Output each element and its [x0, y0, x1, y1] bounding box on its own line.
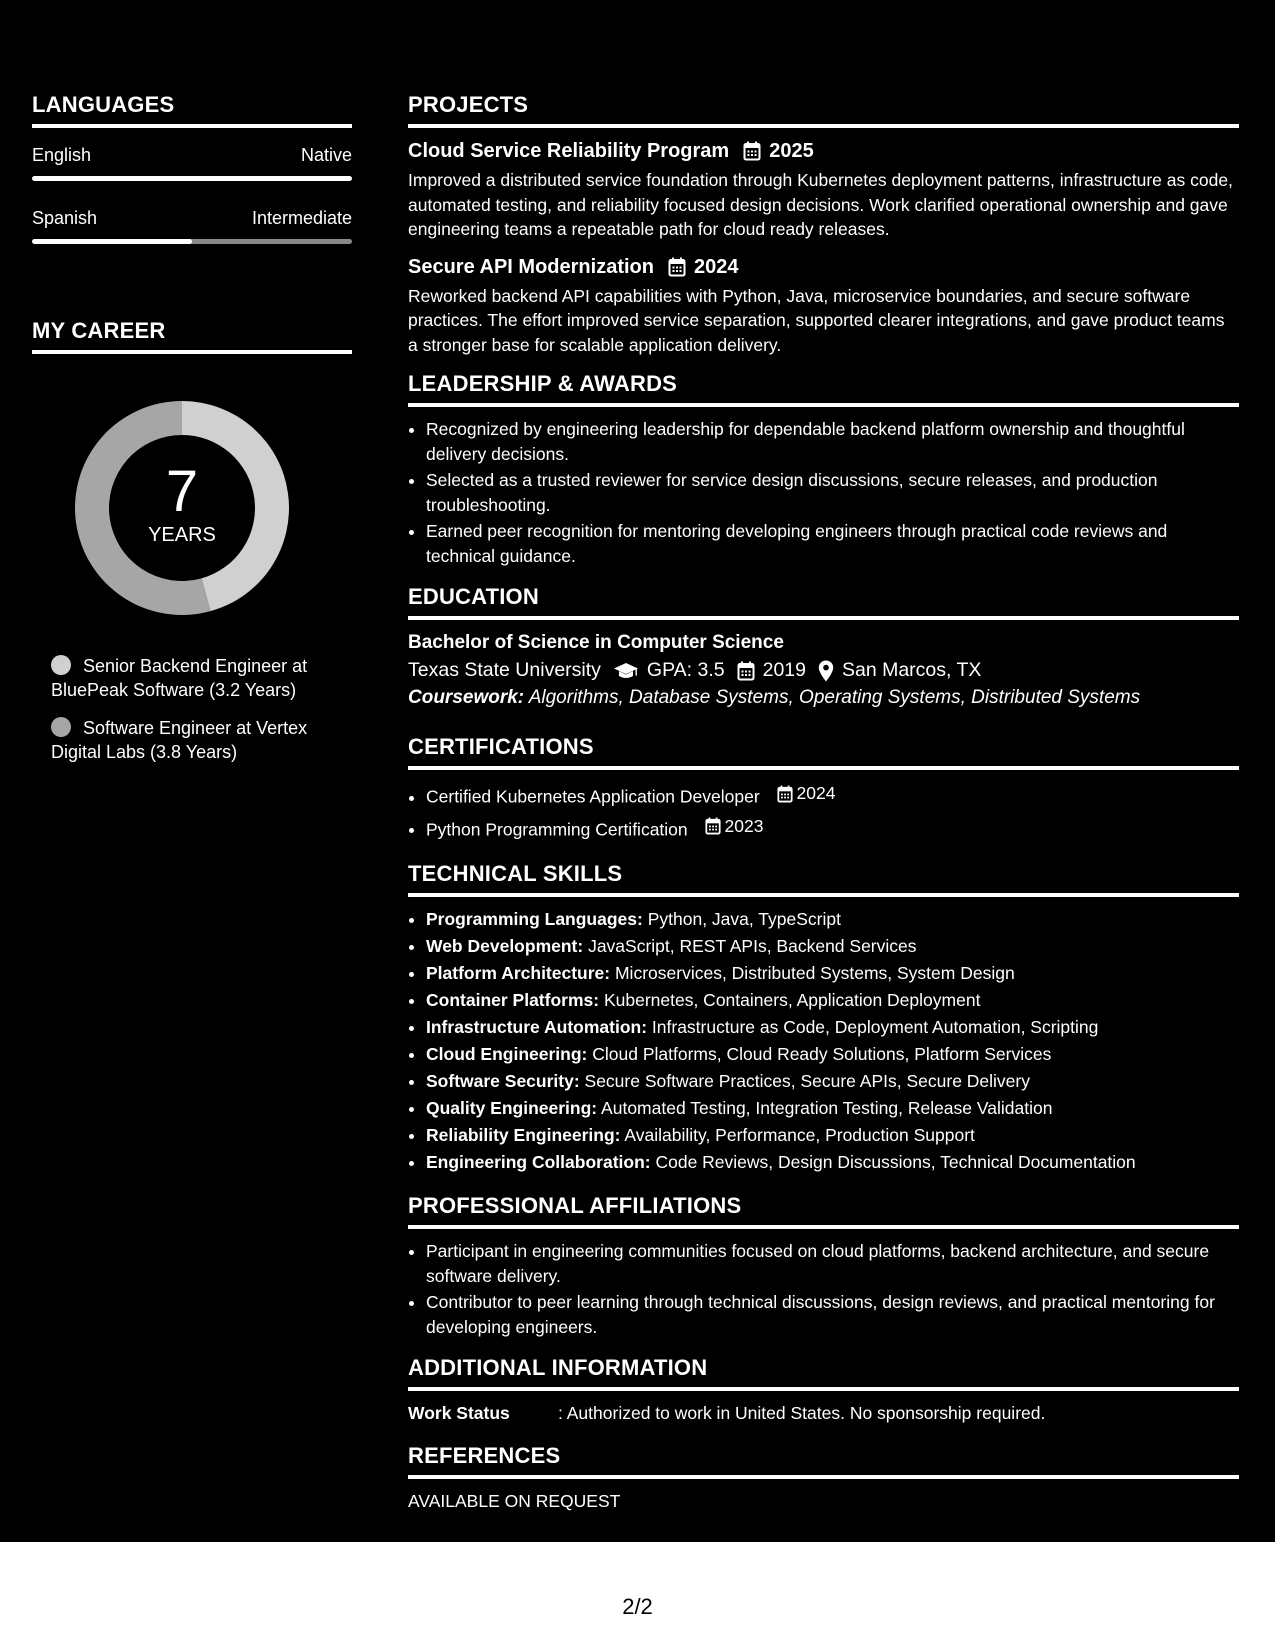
- calendar-icon: [668, 257, 686, 277]
- language-proficiency-fill: [32, 239, 192, 244]
- list-item: • Recognized by engineering leadership for dependable backend platform ownership and thoughtful delivery decisions.: [426, 417, 1239, 466]
- references-text: AVAILABLE ON REQUEST: [408, 1491, 621, 1511]
- language-proficiency-bar: [32, 176, 352, 181]
- skill-item: [426, 988, 1239, 1013]
- education-year: 2019: [762, 659, 806, 681]
- main-content: [408, 92, 1239, 1513]
- language-item: [32, 207, 352, 244]
- language-level: Native: [300, 145, 352, 165]
- skill-item: [426, 961, 1239, 986]
- skill-values: JavaScript, REST APIs, Backend Services: [588, 936, 917, 956]
- calendar-icon: [737, 661, 755, 681]
- cert-year: 2024: [796, 783, 836, 803]
- graduation-cap-icon: [613, 662, 639, 680]
- cert-name: Python Programming Certification: [426, 819, 688, 839]
- career-roles: [32, 654, 352, 764]
- skill-item: [426, 1015, 1239, 1040]
- language-name: English: [32, 145, 92, 165]
- skill-category: Infrastructure Automation:: [426, 1017, 648, 1037]
- references-title: REFERENCES: [408, 1443, 1239, 1479]
- language-proficiency-bar: [32, 239, 352, 244]
- list-item: • Selected as a trusted reviewer for service design discussions, secure releases, and production troubleshooting.: [426, 468, 1239, 517]
- list-item: • Contributor to peer learning through technical discussions, design reviews, and practical mentoring for developing engineers.: [426, 1290, 1239, 1339]
- certifications-list: [408, 780, 1239, 843]
- language-name: Spanish: [32, 208, 98, 228]
- skill-values: Kubernetes, Containers, Application Deployment: [603, 990, 981, 1010]
- skill-category: Container Platforms:: [426, 990, 600, 1010]
- skill-item: [426, 1096, 1239, 1121]
- list-item: • Participant in engineering communities focused on cloud platforms, backend architecture, and secure software delivery.: [426, 1239, 1239, 1288]
- languages-title: LANGUAGES: [32, 92, 352, 128]
- sidebar: [32, 92, 352, 778]
- project-year: 2024: [693, 255, 739, 278]
- info-key: Work Status: [408, 1403, 510, 1423]
- skill-category: Cloud Engineering:: [426, 1044, 588, 1064]
- list-item: [426, 813, 1239, 844]
- skill-category: Quality Engineering:: [426, 1098, 598, 1118]
- skill-category: Web Development:: [426, 936, 584, 956]
- certifications-section: [408, 734, 1239, 843]
- education-gpa: GPA: 3.5: [646, 659, 725, 681]
- career-donut-chart: [66, 392, 298, 624]
- skill-values: Secure Software Practices, Secure APIs, Secure Delivery: [584, 1071, 1030, 1091]
- additional-section: [408, 1355, 1239, 1425]
- education-title: EDUCATION: [408, 584, 1239, 620]
- skill-item: [426, 934, 1239, 959]
- education-degree: Bachelor of Science in Computer Science: [408, 632, 784, 653]
- skill-values: Cloud Platforms, Cloud Ready Solutions, Platform Services: [592, 1044, 1052, 1064]
- career-total-unit: YEARS: [148, 524, 216, 546]
- coursework-value: Algorithms, Database Systems, Operating Systems, Distributed Systems: [528, 687, 1141, 708]
- skill-values: Availability, Performance, Production Support: [624, 1125, 975, 1145]
- education-section: [408, 584, 1239, 712]
- project-name: Cloud Service Reliability Program: [408, 140, 730, 162]
- career-role-item: [51, 716, 352, 764]
- skill-values: Microservices, Distributed Systems, System Design: [614, 963, 1015, 983]
- project-description: Reworked backend API capabilities with Python, Java, microservice boundaries, and secure software practices. The effort improved service separation, supported clearer integrations, and gave product teams a stronger base for scalable application delivery.: [408, 285, 1225, 355]
- career-section: [32, 318, 352, 764]
- affiliations-title: PROFESSIONAL AFFILIATIONS: [408, 1193, 1239, 1229]
- skill-category: Platform Architecture:: [426, 963, 611, 983]
- projects-section: [408, 92, 1239, 357]
- references-section: [408, 1443, 1239, 1513]
- language-proficiency-fill: [32, 176, 352, 181]
- calendar-icon: [743, 141, 761, 161]
- career-role-item: [51, 654, 352, 702]
- affiliations-list: [408, 1239, 1239, 1339]
- skill-item: [426, 1042, 1239, 1067]
- projects-title: PROJECTS: [408, 92, 1239, 128]
- skill-item: [426, 1069, 1239, 1094]
- language-level: Intermediate: [251, 208, 352, 228]
- page-number: 2/2: [622, 1594, 653, 1619]
- skill-category: Reliability Engineering:: [426, 1125, 621, 1145]
- project-item: [408, 138, 1239, 242]
- project-item: [408, 254, 1239, 358]
- cert-year: 2023: [724, 815, 764, 836]
- project-description: Improved a distributed service foundation through Kubernetes deployment patterns, infrastructure as code, automated testing, and reliability focused design decisions. Work clarified operational ownership and gave engineering teams a repeatable path for cloud ready releases.: [408, 170, 1233, 239]
- skills-title: TECHNICAL SKILLS: [408, 861, 1239, 897]
- languages-section: [32, 92, 352, 244]
- skill-values: Automated Testing, Integration Testing, Release Validation: [601, 1098, 1053, 1118]
- leadership-title: LEADERSHIP & AWARDS: [408, 371, 1239, 407]
- career-total-number: 7: [165, 459, 199, 524]
- calendar-icon: [777, 785, 793, 803]
- skills-section: [408, 861, 1239, 1175]
- education-location: San Marcos, TX: [841, 659, 982, 681]
- leadership-list: [408, 417, 1239, 568]
- list-item: • Earned peer recognition for mentoring developing engineers through practical code reviews and technical guidance.: [426, 519, 1239, 568]
- career-role-label: Software Engineer at Vertex Digital Labs (3.8 Years): [51, 718, 308, 762]
- info-value: : Authorized to work in United States. No sponsorship required.: [558, 1403, 1046, 1423]
- skill-category: Engineering Collaboration:: [426, 1152, 651, 1172]
- skill-category: Software Security:: [426, 1071, 580, 1091]
- legend-dot-icon: [51, 655, 71, 675]
- skills-list: [408, 907, 1239, 1175]
- skill-item: [426, 1150, 1239, 1175]
- skill-item: [426, 1123, 1239, 1148]
- skill-item: [426, 907, 1239, 932]
- education-coursework: [408, 684, 1239, 712]
- info-row: [408, 1401, 1239, 1425]
- education-school: Texas State University: [408, 659, 601, 681]
- career-role-label: Senior Backend Engineer at BluePeak Software (3.2 Years): [51, 656, 308, 700]
- location-pin-icon: [818, 660, 834, 682]
- additional-title: ADDITIONAL INFORMATION: [408, 1355, 1239, 1391]
- skill-values: Infrastructure as Code, Deployment Automation, Scripting: [651, 1017, 1099, 1037]
- calendar-icon: [705, 817, 721, 835]
- education-details: [408, 656, 1239, 684]
- project-year: 2025: [769, 140, 814, 162]
- skill-category: Programming Languages:: [426, 909, 643, 929]
- language-item: [32, 144, 352, 181]
- cert-name: Certified Kubernetes Application Developer: [426, 786, 760, 807]
- affiliations-section: [408, 1193, 1239, 1339]
- leadership-section: [408, 371, 1239, 568]
- coursework-label: Coursework:: [408, 687, 525, 708]
- certifications-title: CERTIFICATIONS: [408, 734, 1239, 770]
- skill-values: Code Reviews, Design Discussions, Technical Documentation: [655, 1152, 1136, 1172]
- list-item: [426, 780, 1239, 811]
- skill-values: Python, Java, TypeScript: [647, 909, 841, 929]
- project-name: Secure API Modernization: [408, 255, 654, 278]
- career-title: MY CAREER: [32, 318, 352, 354]
- legend-dot-icon: [51, 717, 71, 737]
